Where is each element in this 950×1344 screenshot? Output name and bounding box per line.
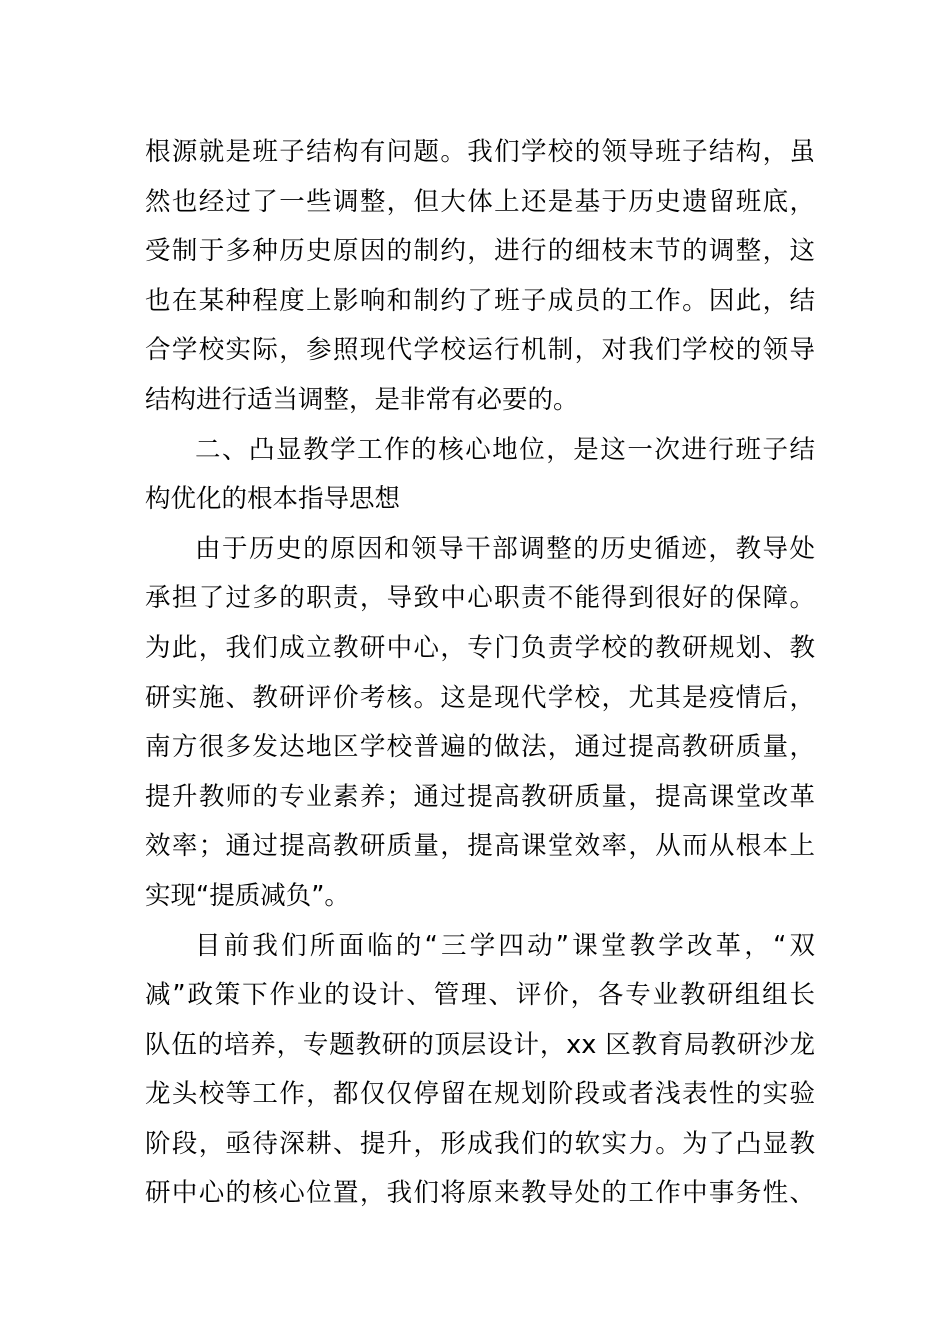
text-line: 阶段，亟待深耕、提升，形成我们的软实力。为了凸显教 (145, 1128, 815, 1159)
text-line: 提升教师的专业素养；通过提高教研质量，提高课堂改革 (145, 781, 815, 812)
text-line: 根源就是班子结构有问题。我们学校的领导班子结构，虽 (145, 137, 815, 167)
text-line: 合学校实际，参照现代学校运行机制，对我们学校的领导 (145, 335, 815, 366)
text-line: 研中心的核心位置，我们将原来教导处的工作中事务性、 (145, 1178, 815, 1209)
text-line: 实现“提质减负”。 (145, 880, 350, 911)
text-line: 结构进行适当调整，是非常有必要的。 (145, 384, 579, 415)
document-body (145, 128, 815, 1219)
text-line: 由于历史的原因和领导干部调整的历史循迹，教导处 (195, 533, 815, 564)
section-heading-line: 构优化的根本指导思想 (145, 484, 401, 515)
text-line: 研实施、教研评价考核。这是现代学校，尤其是疫情后， (145, 682, 815, 713)
text-line: 为此，我们成立教研中心，专门负责学校的教研规划、教 (145, 632, 815, 663)
text-line: 队伍的培养，专题教研的顶层设计，xx 区教育局教研沙龙 (145, 1029, 815, 1060)
text-line: 减”政策下作业的设计、管理、评价，各专业教研组组长 (145, 980, 815, 1011)
text-line: 南方很多发达地区学校普遍的做法，通过提高教研质量， (145, 732, 815, 763)
section-heading-line: 二、凸显教学工作的核心地位，是这一次进行班子结 (195, 434, 815, 465)
text-line: 目前我们所面临的“三学四动”课堂教学改革，“双 (195, 930, 815, 961)
text-line: 效率；通过提高教研质量，提高课堂效率，从而从根本上 (145, 831, 815, 862)
text-line: 承担了过多的职责，导致中心职责不能得到很好的保障。 (145, 583, 815, 614)
text-line: 也在某种程度上影响和制约了班子成员的工作。因此，结 (145, 285, 815, 316)
text-line: 受制于多种历史原因的制约，进行的细枝末节的调整，这 (145, 236, 815, 267)
text-line: 龙头校等工作，都仅仅停留在规划阶段或者浅表性的实验 (145, 1079, 815, 1110)
text-line: 然也经过了一些调整，但大体上还是基于历史遗留班底， (145, 186, 815, 217)
